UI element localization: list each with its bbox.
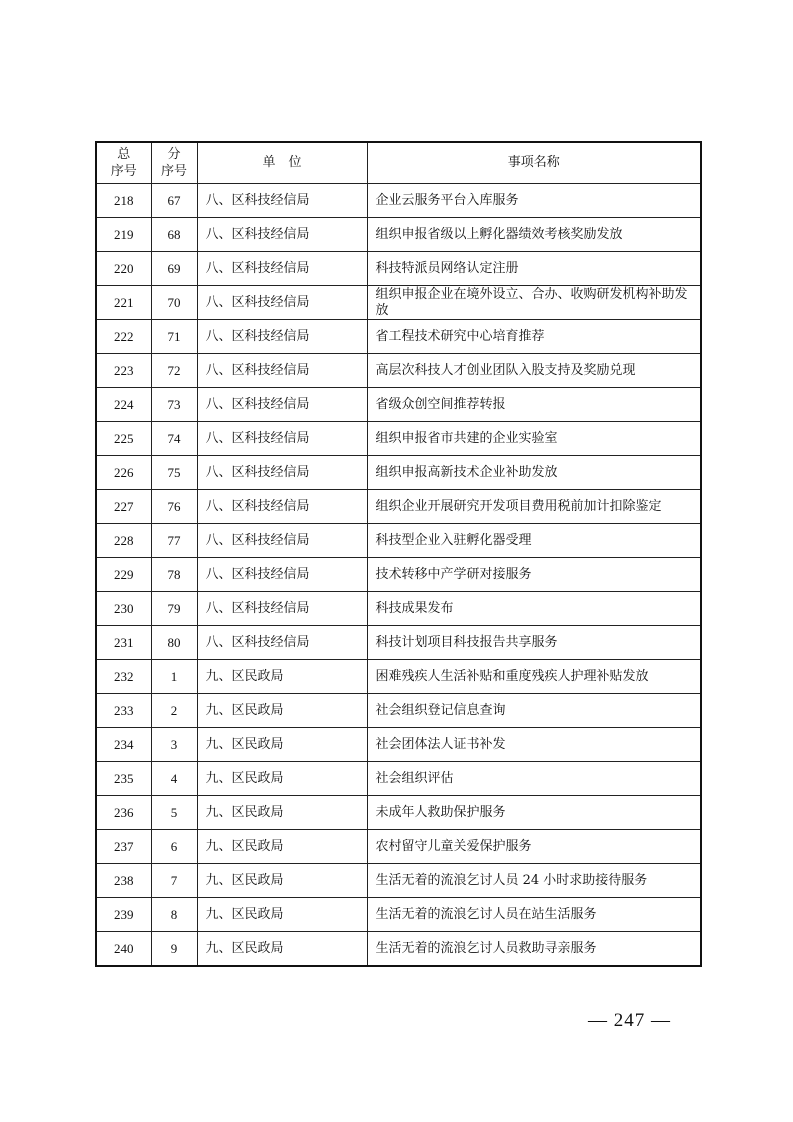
cell-unit: 八、区科技经信局	[197, 320, 367, 354]
cell-item-name: 组织申报省级以上孵化器绩效考核奖励发放	[367, 218, 701, 252]
cell-unit: 九、区民政局	[197, 728, 367, 762]
cell-sub-number: 9	[151, 932, 197, 967]
cell-sub-number: 67	[151, 184, 197, 218]
cell-total-number: 220	[96, 252, 151, 286]
cell-unit: 九、区民政局	[197, 830, 367, 864]
header-sub-number	[151, 142, 197, 184]
cell-item-name: 技术转移中产学研对接服务	[367, 558, 701, 592]
table-row	[96, 252, 701, 286]
table-row	[96, 762, 701, 796]
cell-unit: 八、区科技经信局	[197, 592, 367, 626]
cell-sub-number: 3	[151, 728, 197, 762]
cell-item-name: 困难残疾人生活补贴和重度残疾人护理补贴发放	[367, 660, 701, 694]
table-row	[96, 184, 701, 218]
table-row	[96, 218, 701, 252]
table-row	[96, 524, 701, 558]
cell-sub-number: 77	[151, 524, 197, 558]
header-total-number-line2: 序号	[110, 164, 137, 179]
table-row	[96, 592, 701, 626]
cell-total-number: 219	[96, 218, 151, 252]
cell-sub-number: 68	[151, 218, 197, 252]
service-items-table	[95, 141, 702, 967]
cell-item-name: 社会组织登记信息查询	[367, 694, 701, 728]
cell-item-name: 社会团体法人证书补发	[367, 728, 701, 762]
table-row	[96, 898, 701, 932]
cell-sub-number: 78	[151, 558, 197, 592]
cell-item-name: 组织申报企业在境外设立、合办、收购研发机构补助发放	[367, 286, 701, 320]
cell-total-number: 225	[96, 422, 151, 456]
header-unit: 单 位	[197, 142, 367, 184]
table-header	[96, 142, 701, 184]
cell-total-number: 237	[96, 830, 151, 864]
cell-sub-number: 7	[151, 864, 197, 898]
table-row	[96, 864, 701, 898]
header-row	[96, 142, 701, 184]
cell-total-number: 228	[96, 524, 151, 558]
cell-total-number: 218	[96, 184, 151, 218]
table-row	[96, 932, 701, 967]
cell-item-name: 社会组织评估	[367, 762, 701, 796]
cell-sub-number: 70	[151, 286, 197, 320]
cell-item-name: 农村留守儿童关爱保护服务	[367, 830, 701, 864]
cell-total-number: 221	[96, 286, 151, 320]
cell-unit: 八、区科技经信局	[197, 354, 367, 388]
cell-sub-number: 8	[151, 898, 197, 932]
cell-item-name: 组织申报省市共建的企业实验室	[367, 422, 701, 456]
cell-unit: 九、区民政局	[197, 898, 367, 932]
cell-item-name: 省工程技术研究中心培育推荐	[367, 320, 701, 354]
table-row	[96, 830, 701, 864]
cell-item-name: 生活无着的流浪乞讨人员在站生活服务	[367, 898, 701, 932]
cell-sub-number: 72	[151, 354, 197, 388]
cell-unit: 八、区科技经信局	[197, 218, 367, 252]
header-item-name: 事项名称	[367, 142, 701, 184]
table-row	[96, 422, 701, 456]
cell-sub-number: 71	[151, 320, 197, 354]
table-row	[96, 456, 701, 490]
service-items-table-container	[95, 141, 700, 967]
cell-total-number: 224	[96, 388, 151, 422]
cell-unit: 八、区科技经信局	[197, 558, 367, 592]
cell-item-name: 科技型企业入驻孵化器受理	[367, 524, 701, 558]
table-row	[96, 490, 701, 524]
table-row	[96, 694, 701, 728]
cell-unit: 九、区民政局	[197, 796, 367, 830]
cell-unit: 八、区科技经信局	[197, 626, 367, 660]
cell-total-number: 226	[96, 456, 151, 490]
cell-total-number: 238	[96, 864, 151, 898]
table-row	[96, 558, 701, 592]
cell-item-name: 组织企业开展研究开发项目费用税前加计扣除鉴定	[367, 490, 701, 524]
header-total-number-line1: 总	[117, 147, 131, 162]
cell-unit: 九、区民政局	[197, 694, 367, 728]
cell-sub-number: 2	[151, 694, 197, 728]
cell-unit: 八、区科技经信局	[197, 184, 367, 218]
cell-total-number: 223	[96, 354, 151, 388]
cell-item-name: 生活无着的流浪乞讨人员救助寻亲服务	[367, 932, 701, 967]
header-total-number	[96, 142, 151, 184]
table-row	[96, 728, 701, 762]
cell-unit: 八、区科技经信局	[197, 490, 367, 524]
cell-unit: 九、区民政局	[197, 762, 367, 796]
cell-total-number: 234	[96, 728, 151, 762]
cell-total-number: 222	[96, 320, 151, 354]
cell-total-number: 230	[96, 592, 151, 626]
cell-unit: 九、区民政局	[197, 932, 367, 967]
cell-item-name: 高层次科技人才创业团队入股支持及奖励兑现	[367, 354, 701, 388]
cell-unit: 八、区科技经信局	[197, 388, 367, 422]
cell-total-number: 231	[96, 626, 151, 660]
cell-sub-number: 1	[151, 660, 197, 694]
cell-total-number: 229	[96, 558, 151, 592]
table-row	[96, 660, 701, 694]
cell-item-name: 企业云服务平台入库服务	[367, 184, 701, 218]
cell-sub-number: 79	[151, 592, 197, 626]
cell-item-name: 科技成果发布	[367, 592, 701, 626]
cell-total-number: 235	[96, 762, 151, 796]
header-sub-number-line2: 序号	[160, 164, 187, 179]
cell-total-number: 236	[96, 796, 151, 830]
table-body	[96, 184, 701, 967]
cell-item-name: 科技计划项目科技报告共享服务	[367, 626, 701, 660]
cell-sub-number: 6	[151, 830, 197, 864]
cell-item-name: 省级众创空间推荐转报	[367, 388, 701, 422]
cell-item-name: 科技特派员网络认定注册	[367, 252, 701, 286]
table-row	[96, 796, 701, 830]
cell-total-number: 233	[96, 694, 151, 728]
cell-item-name: 组织申报高新技术企业补助发放	[367, 456, 701, 490]
cell-sub-number: 5	[151, 796, 197, 830]
cell-sub-number: 73	[151, 388, 197, 422]
cell-unit: 八、区科技经信局	[197, 456, 367, 490]
page-number: — 247 —	[588, 1010, 671, 1031]
cell-sub-number: 75	[151, 456, 197, 490]
table-row	[96, 320, 701, 354]
cell-total-number: 239	[96, 898, 151, 932]
cell-unit: 八、区科技经信局	[197, 524, 367, 558]
table-row	[96, 286, 701, 320]
cell-sub-number: 69	[151, 252, 197, 286]
cell-total-number: 240	[96, 932, 151, 967]
cell-sub-number: 4	[151, 762, 197, 796]
cell-unit: 九、区民政局	[197, 660, 367, 694]
cell-unit: 八、区科技经信局	[197, 286, 367, 320]
cell-sub-number: 80	[151, 626, 197, 660]
table-row	[96, 354, 701, 388]
cell-unit: 八、区科技经信局	[197, 422, 367, 456]
cell-item-name: 未成年人救助保护服务	[367, 796, 701, 830]
cell-sub-number: 76	[151, 490, 197, 524]
cell-total-number: 227	[96, 490, 151, 524]
cell-total-number: 232	[96, 660, 151, 694]
cell-unit: 八、区科技经信局	[197, 252, 367, 286]
cell-unit: 九、区民政局	[197, 864, 367, 898]
cell-sub-number: 74	[151, 422, 197, 456]
table-row	[96, 626, 701, 660]
header-sub-number-line1: 分	[167, 147, 181, 162]
table-row	[96, 388, 701, 422]
cell-item-name: 生活无着的流浪乞讨人员 24 小时求助接待服务	[367, 864, 701, 898]
